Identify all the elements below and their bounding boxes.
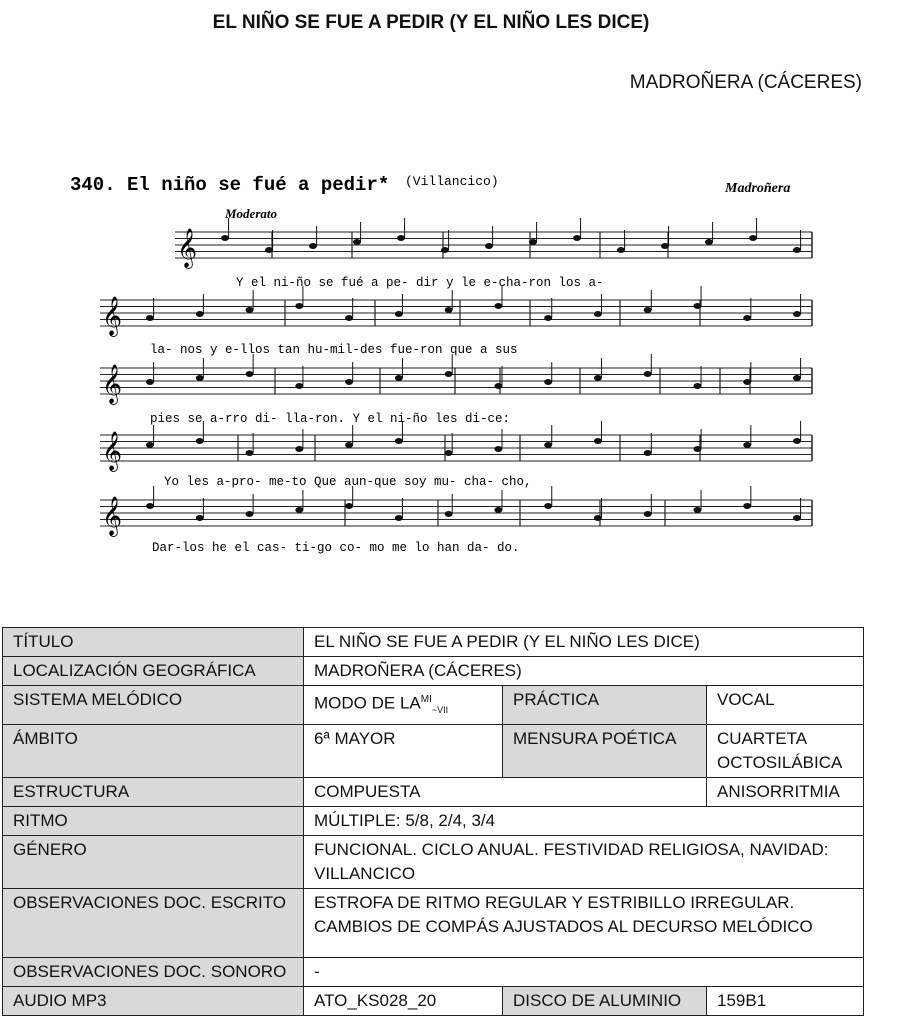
note-head: [146, 379, 154, 385]
note-head: [295, 507, 303, 513]
treble-clef-icon: 𝄞: [102, 496, 123, 536]
titulo-label: TÍTULO: [3, 628, 304, 657]
note-head: [494, 507, 502, 513]
lyric-line-2: la- nos y e-llos tan hu-mil-des fue-ron que a sus: [150, 343, 518, 357]
note-head: [221, 235, 229, 241]
note-head: [793, 247, 801, 253]
ambito-value: 6ª MAYOR: [304, 725, 503, 778]
music-score: [60, 160, 830, 560]
localizacion-value: MADROÑERA (CÁCERES): [304, 657, 864, 686]
mensura-value: CUARTETA OCTOSILÁBICA: [707, 725, 864, 778]
row-audio: [3, 987, 864, 1016]
audio-label: AUDIO MP3: [3, 987, 304, 1016]
note-head: [594, 438, 602, 444]
note-head: [594, 311, 602, 317]
row-obs-escrito: [3, 889, 864, 958]
note-head: [441, 247, 449, 253]
row-titulo: [3, 628, 864, 657]
ritmo-label: RITMO: [3, 807, 304, 836]
sistema-subscript: ~VII: [431, 705, 449, 716]
note-head: [395, 515, 403, 521]
score-place: Madroñera: [725, 181, 791, 196]
note-head: [644, 511, 652, 517]
note-head: [146, 315, 154, 321]
treble-clef-icon: 𝄞: [102, 431, 123, 471]
ritmo-value: MÚLTIPLE: 5/8, 2/4, 3/4: [304, 807, 864, 836]
note-head: [196, 375, 204, 381]
note-head: [693, 303, 701, 309]
note-head: [494, 303, 502, 309]
note-head: [246, 371, 254, 377]
row-genero: [3, 836, 864, 889]
note-head: [485, 243, 493, 249]
note-head: [793, 438, 801, 444]
document-location: MADROÑERA (CÁCERES): [629, 72, 862, 93]
metadata-table: [2, 627, 864, 1016]
note-head: [395, 311, 403, 317]
mensura-label: MENSURA POÉTICA: [503, 725, 707, 778]
row-localizacion: [3, 657, 864, 686]
note-head: [345, 503, 353, 509]
lyric-line-5: Dar-los he el cas- ti-go co- mo me lo han da- do.: [152, 541, 520, 555]
titulo-value: EL NIÑO SE FUE A PEDIR (Y EL NIÑO LES DICE): [304, 628, 864, 657]
sistema-label: SISTEMA MELÓDICO: [3, 686, 304, 725]
obs-escrito-value: ESTROFA DE RITMO REGULAR Y ESTRIBILLO IRREGULAR. CAMBIOS DE COMPÁS AJUSTADOS AL DECURSO MELÓDICO: [304, 889, 864, 958]
note-head: [345, 379, 353, 385]
note-head: [743, 315, 751, 321]
score-title: 340. El niño se fué a pedir*: [70, 174, 390, 196]
note-head: [661, 243, 669, 249]
note-head: [793, 515, 801, 521]
note-head: [196, 311, 204, 317]
disco-value: 159B1: [707, 987, 864, 1016]
note-head: [445, 371, 453, 377]
sistema-superscript: MI: [420, 694, 432, 705]
note-head: [246, 450, 254, 456]
obs-sonoro-label: OBSERVACIONES DOC. SONORO: [3, 958, 304, 987]
note-head: [309, 243, 317, 249]
note-head: [395, 438, 403, 444]
note-head: [705, 239, 713, 245]
lyric-line-1: Y el ni-ño se fué a pe- dir y le e-cha-ron los a-: [236, 276, 604, 290]
genero-value: FUNCIONAL. CICLO ANUAL. FESTIVIDAD RELIGIOSA, NAVIDAD: VILLANCICO: [304, 836, 864, 889]
sistema-value: MODO DE LA: [314, 693, 421, 713]
note-head: [594, 515, 602, 521]
note-head: [265, 247, 273, 253]
note-head: [295, 383, 303, 389]
note-head: [594, 375, 602, 381]
note-head: [693, 383, 701, 389]
note-head: [196, 515, 204, 521]
treble-clef-icon: 𝄞: [102, 296, 123, 336]
lyric-line-4: Yo les a-pro- me-to Que aun-que soy mu- cha- cho,: [164, 475, 532, 489]
document-title: EL NIÑO SE FUE A PEDIR (Y EL NIÑO LES DICE): [212, 12, 650, 33]
audio-value: ATO_KS028_20: [304, 987, 503, 1016]
practica-value: VOCAL: [707, 686, 864, 725]
treble-clef-icon: 𝄞: [102, 364, 123, 404]
obs-escrito-label: OBSERVACIONES DOC. ESCRITO: [3, 889, 304, 958]
note-head: [573, 235, 581, 241]
disco-label: DISCO DE ALUMINIO: [503, 987, 707, 1016]
score-drawing: [60, 160, 830, 560]
note-head: [295, 303, 303, 309]
note-head: [644, 450, 652, 456]
note-head: [353, 239, 361, 245]
note-head: [529, 239, 537, 245]
note-head: [295, 446, 303, 452]
practica-label: PRÁCTICA: [503, 686, 707, 725]
note-head: [693, 446, 701, 452]
note-head: [617, 247, 625, 253]
obs-sonoro-value: -: [304, 958, 864, 987]
estructura-label: ESTRUCTURA: [3, 778, 304, 807]
note-head: [395, 375, 403, 381]
note-head: [743, 379, 751, 385]
note-head: [345, 442, 353, 448]
note-head: [644, 371, 652, 377]
note-head: [749, 235, 757, 241]
note-head: [544, 503, 552, 509]
note-head: [146, 503, 154, 509]
note-head: [345, 315, 353, 321]
note-head: [246, 511, 254, 517]
note-head: [793, 311, 801, 317]
note-head: [196, 438, 204, 444]
note-head: [445, 450, 453, 456]
treble-clef-icon: 𝄞: [177, 228, 198, 268]
estructura-extra: ANISORRITMIA: [707, 778, 864, 807]
localizacion-label: LOCALIZACIÓN GEOGRÁFICA: [3, 657, 304, 686]
note-head: [146, 442, 154, 448]
row-estructura: [3, 778, 864, 807]
note-head: [494, 383, 502, 389]
note-head: [793, 375, 801, 381]
estructura-value: COMPUESTA: [304, 778, 707, 807]
note-head: [544, 379, 552, 385]
row-obs-sonoro: [3, 958, 864, 987]
note-head: [743, 503, 751, 509]
note-head: [743, 442, 751, 448]
score-tempo: Moderato: [225, 206, 277, 221]
ambito-label: ÁMBITO: [3, 725, 304, 778]
genero-label: GÉNERO: [3, 836, 304, 889]
note-head: [445, 307, 453, 313]
note-head: [397, 235, 405, 241]
note-head: [445, 511, 453, 517]
row-ritmo: [3, 807, 864, 836]
note-head: [544, 315, 552, 321]
note-head: [544, 442, 552, 448]
note-head: [693, 507, 701, 513]
lyric-line-3: pies se a-rro di- lla-ron. Y el ni-ño les di-ce:: [150, 412, 511, 426]
note-head: [246, 307, 254, 313]
staff-lines: [100, 228, 812, 537]
note-head: [494, 446, 502, 452]
note-head: [644, 307, 652, 313]
sistema-value-cell: [304, 686, 503, 725]
score-subtitle: (Villancico): [405, 174, 499, 189]
row-ambito: [3, 725, 864, 778]
row-sistema: [3, 686, 864, 725]
